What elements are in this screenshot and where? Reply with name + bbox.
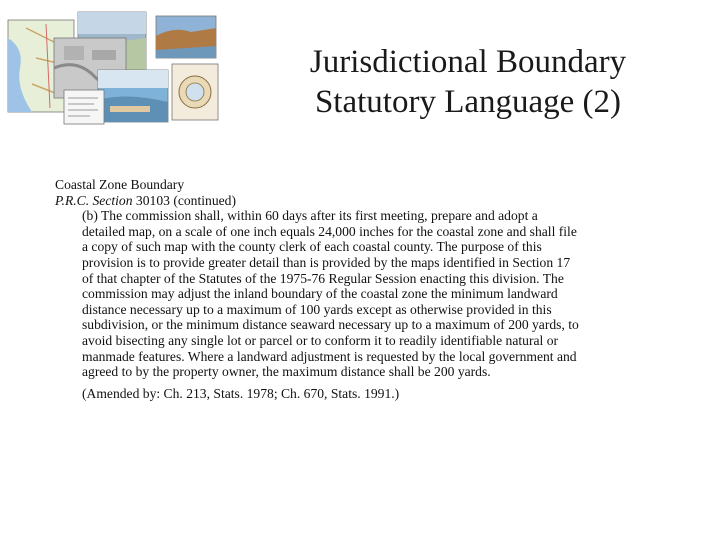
body-line: of that chapter of the Statutes of the 1975-76 Regular Session enacting this division. The <box>82 270 564 286</box>
section-prefix: P.R.C. Section <box>55 192 133 208</box>
body-line: provision is to provide greater detail than is provided by the maps identified in Section 17 <box>82 254 571 270</box>
body-line: a copy of such map with the county clerk of each coastal county. The purpose of this <box>82 239 542 255</box>
body-line: avoid bisecting any single lot or parcel or to conform it to readily identifiable natural or <box>82 332 559 348</box>
body-line: agreed to by the property owner, the maximum distance shall be 200 yards. <box>82 364 491 380</box>
map-photo-collage <box>6 8 222 128</box>
section-number: 30103 (continued) <box>132 192 236 208</box>
body-line: (b) The commission shall, within 60 days after its first meeting, prepare and adopt a <box>82 208 538 224</box>
body-line: subdivision, or the minimum distance seaward necessary up to a maximum of 200 yards, to <box>82 317 579 333</box>
title-line-2: Statutory Language (2) <box>314 84 622 120</box>
collage-graphic <box>6 8 222 128</box>
statute-text <box>55 177 675 401</box>
slide-title <box>278 42 658 122</box>
sea-photo <box>98 70 168 122</box>
body-line: commission may adjust the inland boundary of the coastal zone the minimum landward <box>82 286 558 302</box>
cliff-photo <box>156 16 216 58</box>
section-heading: Coastal Zone Boundary <box>55 177 185 192</box>
body-line: distance necessary up to a maximum of 100 yards except as otherwise provided in this <box>82 301 552 317</box>
body-line: manmade features. Where a landward adjustment is requested by the local government and <box>82 348 577 364</box>
subdivision-b <box>55 208 675 401</box>
amendment-note: (Amended by: Ch. 213, Stats. 1978; Ch. 670, Stats. 1991.) <box>82 385 400 401</box>
body-line: detailed map, on a scale of one inch equals 24,000 inches for the coastal zone and shall file <box>82 223 577 239</box>
title-line-1: Jurisdictional Boundary <box>309 44 627 80</box>
legend-sheet <box>64 90 104 124</box>
seal-map <box>172 64 218 120</box>
section-reference <box>55 193 675 209</box>
